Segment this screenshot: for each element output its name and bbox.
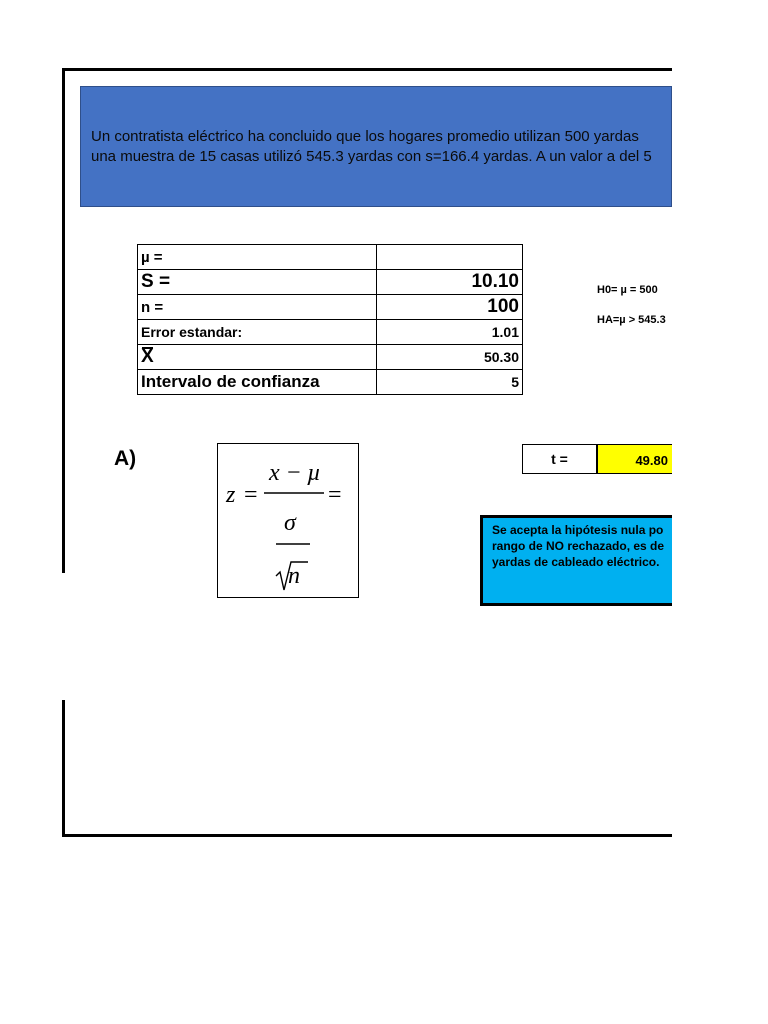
t-statistic-value[interactable]: 49.80	[597, 444, 672, 474]
formula-z: z	[226, 482, 236, 508]
param-value-n[interactable]: 100	[377, 295, 523, 320]
param-label-s[interactable]: S =	[138, 270, 377, 295]
xbar-symbol: X	[141, 346, 154, 367]
formula-minus: −	[287, 460, 301, 486]
null-hypothesis: H0= µ = 500	[597, 284, 658, 296]
frame-bottom-border	[62, 834, 672, 837]
parameters-table	[137, 244, 523, 395]
table-row	[138, 270, 523, 295]
param-label-standard-error[interactable]: Error estandar:	[138, 320, 377, 345]
conclusion-line-3: yardas de cableado eléctrico.	[492, 555, 660, 569]
param-label-confidence-interval[interactable]: Intervalo de confianza	[138, 370, 377, 395]
formula-equals-right: =	[328, 482, 342, 508]
conclusion-line-2: rango de NO rechazado, es de	[492, 539, 665, 553]
table-row	[138, 295, 523, 320]
param-value-xbar[interactable]: 50.30	[377, 345, 523, 370]
frame-top-border	[62, 68, 672, 71]
param-label-mu[interactable]: µ =	[138, 245, 377, 270]
problem-statement-box	[80, 86, 672, 207]
conclusion-box	[480, 515, 672, 606]
table-row	[138, 345, 523, 370]
formula-sigma: σ	[284, 510, 296, 536]
frame-left-border	[62, 68, 65, 573]
param-value-confidence-interval[interactable]: 5	[377, 370, 523, 395]
problem-line-2: una muestra de 15 casas utilizó 545.3 yardas con s=166.4 yardas. A un valor a del 5	[91, 148, 652, 165]
formula-n: n	[288, 563, 300, 589]
param-label-n[interactable]: n =	[138, 295, 377, 320]
problem-line-1: Un contratista eléctrico ha concluido que los hogares promedio utilizan 500 yardas	[91, 128, 639, 145]
z-formula-graphic	[218, 444, 360, 599]
conclusion-line-1: Se acepta la hipótesis nula po	[492, 523, 664, 537]
formula-equals-left: =	[244, 482, 258, 508]
param-value-s[interactable]: 10.10	[377, 270, 523, 295]
alternative-hypothesis: HA=µ > 545.3	[597, 314, 666, 326]
table-row	[138, 245, 523, 270]
table-row	[138, 320, 523, 345]
problem-statement-text	[91, 127, 652, 167]
param-value-standard-error[interactable]: 1.01	[377, 320, 523, 345]
conclusion-text	[492, 522, 664, 570]
z-formula-image	[217, 443, 359, 598]
frame-left-border-lower	[62, 700, 65, 837]
param-label-xbar[interactable]	[138, 345, 377, 370]
formula-x: x	[269, 460, 280, 486]
formula-mu: µ	[307, 460, 321, 486]
t-statistic-label[interactable]: t =	[522, 444, 597, 474]
section-label: A)	[114, 447, 137, 470]
table-row	[138, 370, 523, 395]
param-value-mu[interactable]	[377, 245, 523, 270]
